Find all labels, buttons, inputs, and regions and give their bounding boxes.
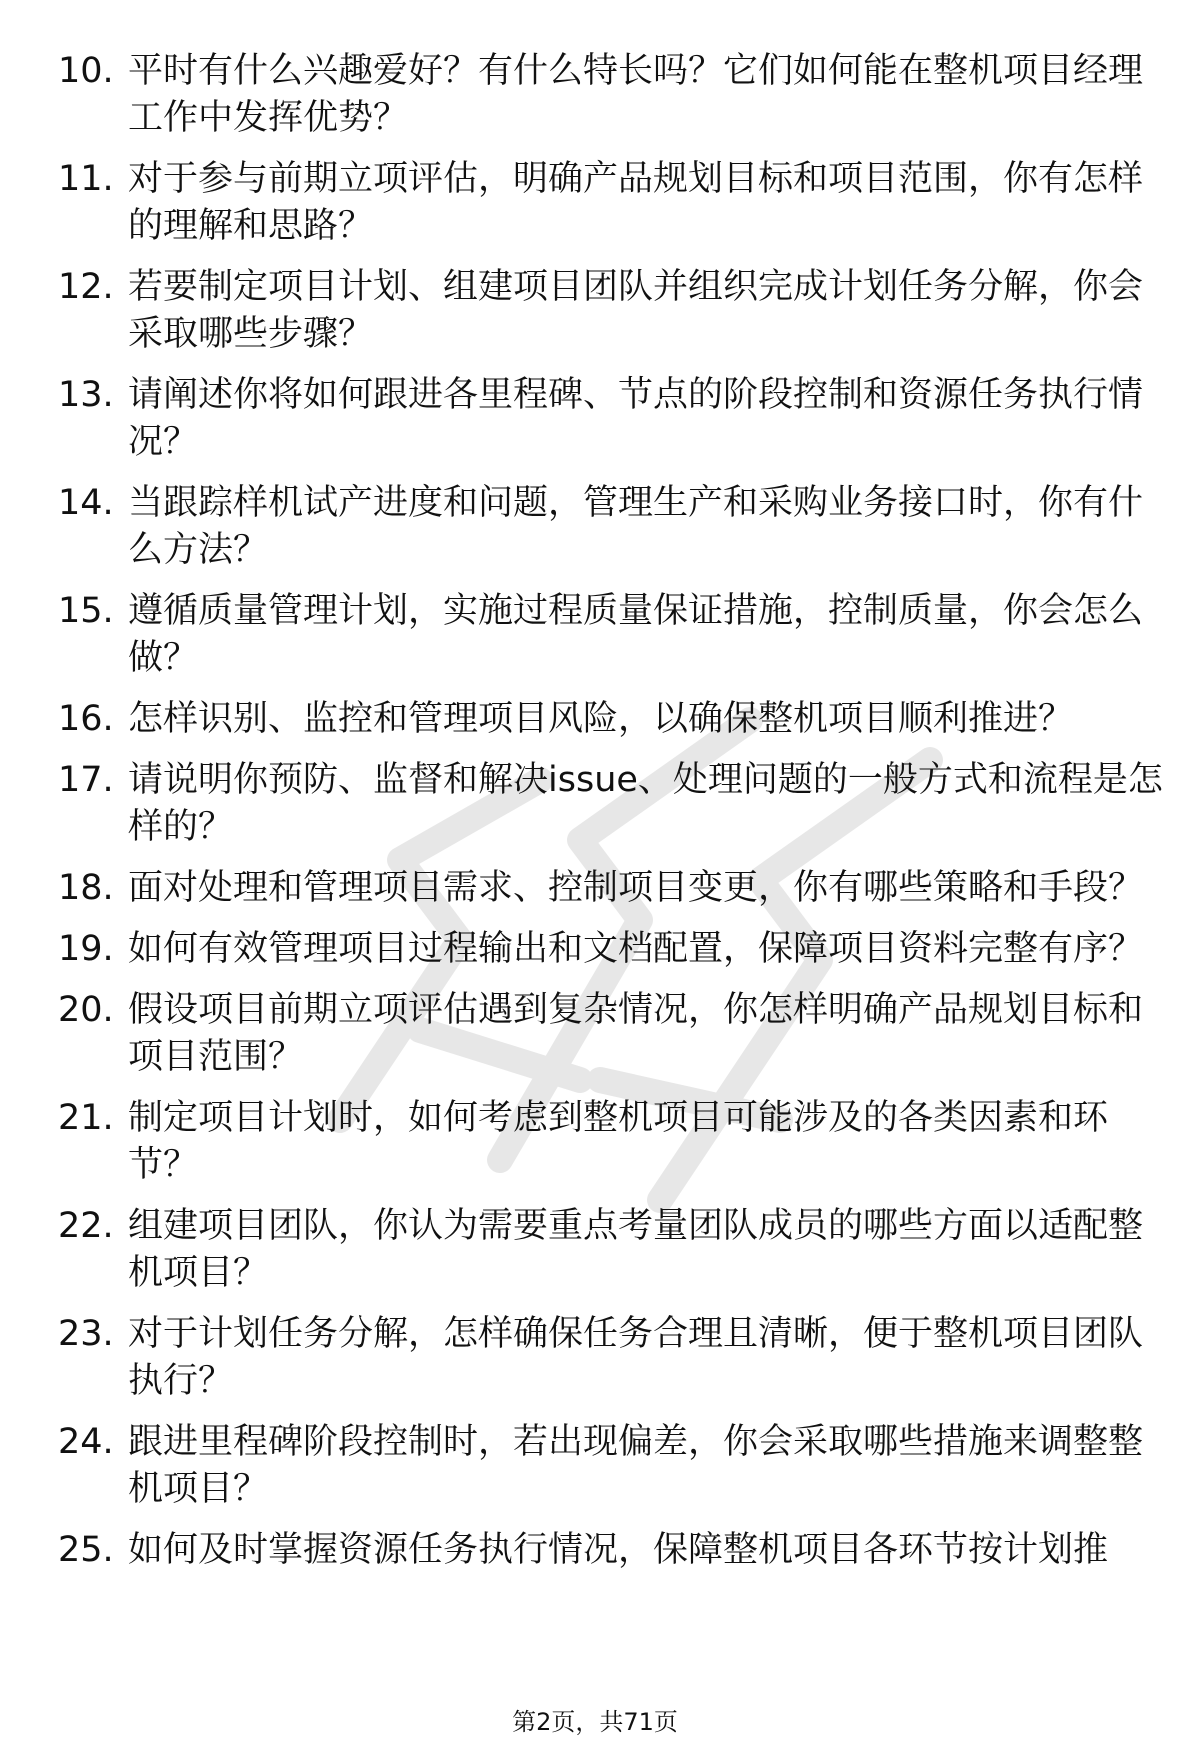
question-number: 19. <box>58 929 114 969</box>
list-item <box>58 1311 1168 1405</box>
question-number: 15. <box>58 591 114 631</box>
list-item <box>58 987 1168 1081</box>
list-item <box>58 480 1168 574</box>
question-number: 24. <box>58 1422 114 1462</box>
question-number: 16. <box>58 699 114 739</box>
list-item <box>58 1419 1168 1513</box>
question-text: 遵循质量管理计划，实施过程质量保证措施，控制质量，你会怎么做？ <box>128 591 1144 678</box>
list-item <box>58 1527 1168 1574</box>
list-item <box>58 48 1168 142</box>
question-number: 17. <box>58 760 114 800</box>
list-item <box>58 865 1168 912</box>
page-number-label: 第2页，共71页 <box>512 1708 678 1736</box>
question-number: 13. <box>58 375 114 415</box>
question-number: 11. <box>58 159 114 199</box>
list-item <box>58 696 1168 743</box>
question-number: 23. <box>58 1314 114 1354</box>
question-text: 当跟踪样机试产进度和问题，管理生产和采购业务接口时，你有什么方法？ <box>128 483 1144 570</box>
question-number: 21. <box>58 1098 114 1138</box>
list-item <box>58 156 1168 250</box>
question-text: 对于参与前期立项评估，明确产品规划目标和项目范围，你有怎样的理解和思路？ <box>128 159 1144 246</box>
list-item <box>58 926 1168 973</box>
question-number: 20. <box>58 990 114 1030</box>
question-text: 怎样识别、监控和管理项目风险，以确保整机项目顺利推进？ <box>128 699 1074 739</box>
list-item <box>58 264 1168 358</box>
question-text: 组建项目团队，你认为需要重点考量团队成员的哪些方面以适配整机项目？ <box>128 1206 1144 1293</box>
question-number: 18. <box>58 868 114 908</box>
question-text: 如何有效管理项目过程输出和文档配置，保障项目资料完整有序？ <box>128 929 1144 969</box>
list-item <box>58 1203 1168 1297</box>
question-number: 14. <box>58 483 114 523</box>
question-text: 如何及时掌握资源任务执行情况，保障整机项目各环节按计划推 <box>128 1530 1109 1570</box>
question-text: 若要制定项目计划、组建项目团队并组织完成计划任务分解，你会采取哪些步骤？ <box>128 267 1144 354</box>
page-footer <box>0 1707 1190 1737</box>
question-text: 制定项目计划时，如何考虑到整机项目可能涉及的各类因素和环节？ <box>128 1098 1109 1185</box>
list-item <box>58 372 1168 466</box>
question-number: 10. <box>58 51 114 91</box>
question-number: 25. <box>58 1530 114 1570</box>
question-text: 平时有什么兴趣爱好？有什么特长吗？它们如何能在整机项目经理工作中发挥优势？ <box>128 51 1144 138</box>
list-item <box>58 757 1168 851</box>
question-text: 跟进里程碑阶段控制时，若出现偏差，你会采取哪些措施来调整整机项目？ <box>128 1422 1144 1509</box>
question-text: 请说明你预防、监督和解决issue、处理问题的一般方式和流程是怎样的？ <box>128 760 1163 847</box>
question-list <box>58 48 1168 1588</box>
question-text: 假设项目前期立项评估遇到复杂情况，你怎样明确产品规划目标和项目范围？ <box>128 990 1144 1077</box>
question-text: 请阐述你将如何跟进各里程碑、节点的阶段控制和资源任务执行情况？ <box>128 375 1144 462</box>
list-item <box>58 1095 1168 1189</box>
question-number: 12. <box>58 267 114 307</box>
question-text: 面对处理和管理项目需求、控制项目变更，你有哪些策略和手段？ <box>128 868 1144 908</box>
question-number: 22. <box>58 1206 114 1246</box>
list-item <box>58 588 1168 682</box>
question-text: 对于计划任务分解，怎样确保任务合理且清晰，便于整机项目团队执行？ <box>128 1314 1144 1401</box>
